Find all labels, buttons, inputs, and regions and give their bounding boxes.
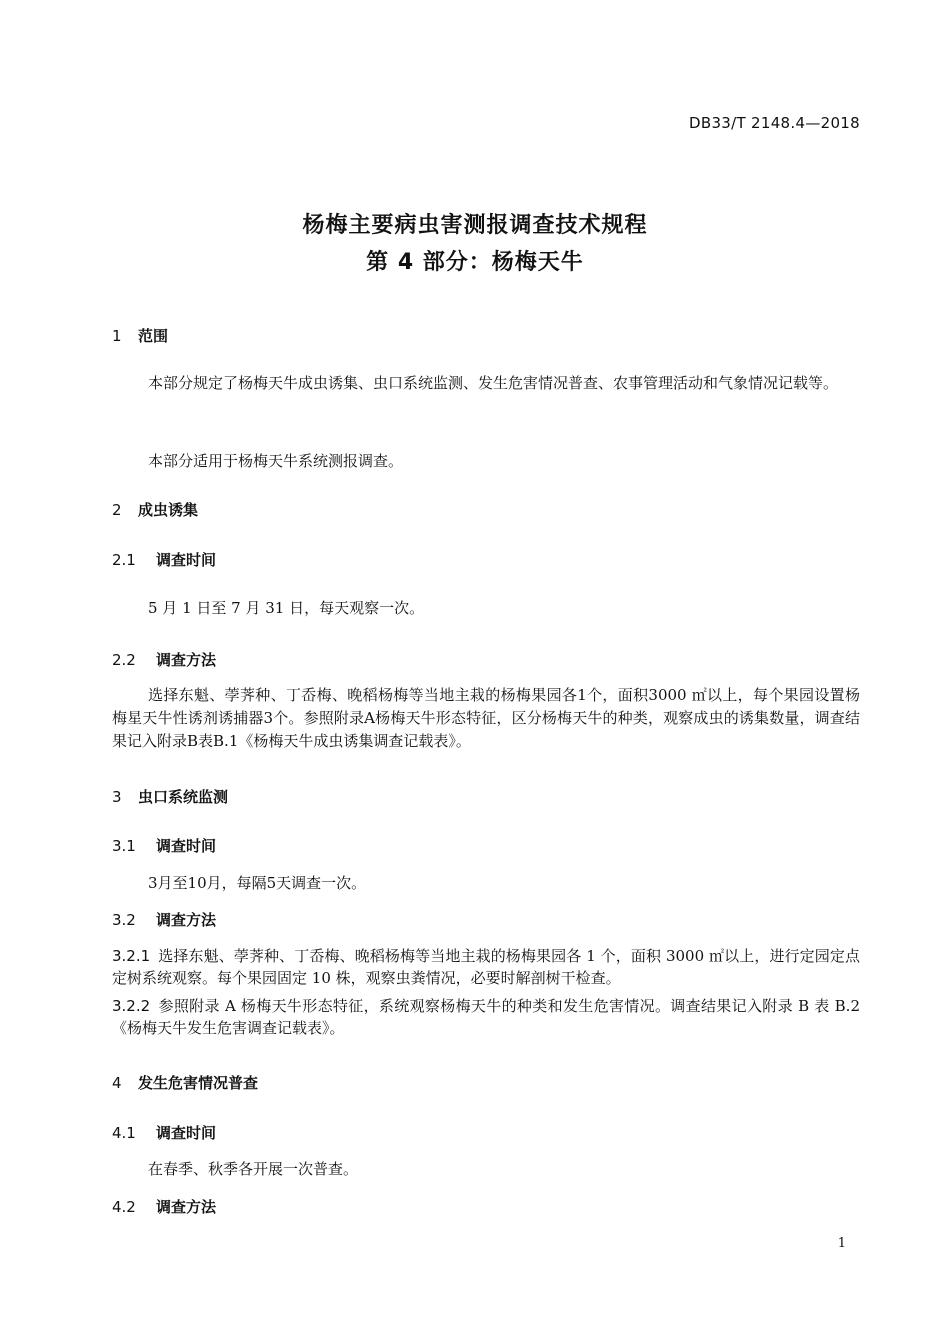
clause-number: 3.2.1 [112,947,151,965]
paragraph: 本部分规定了杨梅天牛成虫诱集、虫口系统监测、发生危害情况普查、农事管理活动和气象情况记载等。 [148,374,839,392]
page-number: 1 [837,1236,846,1251]
section-number: 2 [112,501,122,519]
subsection-title: 调查方法 [156,1198,217,1216]
subsection-title: 调查时间 [156,551,217,569]
subsection-heading-2-1 [112,549,216,570]
subsection-number: 4.2 [112,1198,136,1216]
subsection-heading-4-2 [112,1196,216,1217]
section-number: 3 [112,788,122,806]
clause-3-2-2 [112,995,860,1039]
clause-text: 选择东魁、荸荠种、丁岙梅、晚稻杨梅等当地主栽的杨梅果园各 1 个，面积 3000 ㎡以上，进行定园定点定树系统观察。每个果园固定 10 株，观察虫粪情况，必要时解剖树干检查。 [112,947,860,987]
subsection-heading-3-2 [112,909,216,930]
subsection-title: 调查方法 [156,651,217,669]
section-title: 发生危害情况普查 [138,1074,259,1092]
subsection-number: 3.2 [112,911,136,929]
section-number: 4 [112,1074,122,1092]
paragraph: 3月至10月，每隔5天调查一次。 [148,874,367,892]
section-heading-4 [112,1072,258,1093]
subsection-number: 3.1 [112,837,136,855]
paragraph: 在春季、秋季各开展一次普查。 [148,1160,359,1178]
section-heading-1 [112,325,168,346]
paragraph: 选择东魁、荸荠种、丁岙梅、晚稻杨梅等当地主栽的杨梅果园各1个，面积3000 ㎡以上，每个果园设置杨梅星天牛性诱剂诱捕器3个。参照附录A杨梅天牛形态特征，区分杨梅天牛的种类，观察成虫的诱集数量，调查结果记入附录B表B.1《杨梅天牛成虫诱集调查记载表》。 [112,686,860,750]
paragraph: 5 月 1 日至 7 月 31 日，每天观察一次。 [148,599,425,617]
clause-3-2-1 [112,945,860,989]
subsection-title: 调查时间 [156,1124,217,1142]
section-title: 成虫诱集 [138,501,199,519]
clause-text: 参照附录 A 杨梅天牛形态特征，系统观察杨梅天牛的种类和发生危害情况。调查结果记入附录 B 表 B.2《杨梅天牛发生危害调查记载表》。 [112,997,860,1037]
paragraph: 本部分适用于杨梅天牛系统测报调查。 [148,452,404,470]
section-title: 范围 [138,327,169,345]
subsection-number: 2.1 [112,551,136,569]
subsection-heading-3-1 [112,835,216,856]
section-title: 虫口系统监测 [138,788,229,806]
subsection-title: 调查方法 [156,911,217,929]
clause-number: 3.2.2 [112,997,151,1015]
standard-code: DB33/T 2148.4—2018 [689,114,860,132]
subsection-number: 2.2 [112,651,136,669]
subsection-heading-2-2 [112,649,216,670]
subsection-number: 4.1 [112,1124,136,1142]
subsection-title: 调查时间 [156,837,217,855]
section-number: 1 [112,327,122,345]
section-heading-3 [112,786,228,807]
subsection-heading-4-1 [112,1122,216,1143]
document-title: 杨梅主要病虫害测报调查技术规程 [302,213,648,238]
document-subtitle: 第 4 部分：杨梅天牛 [366,250,584,275]
section-heading-2 [112,499,198,520]
